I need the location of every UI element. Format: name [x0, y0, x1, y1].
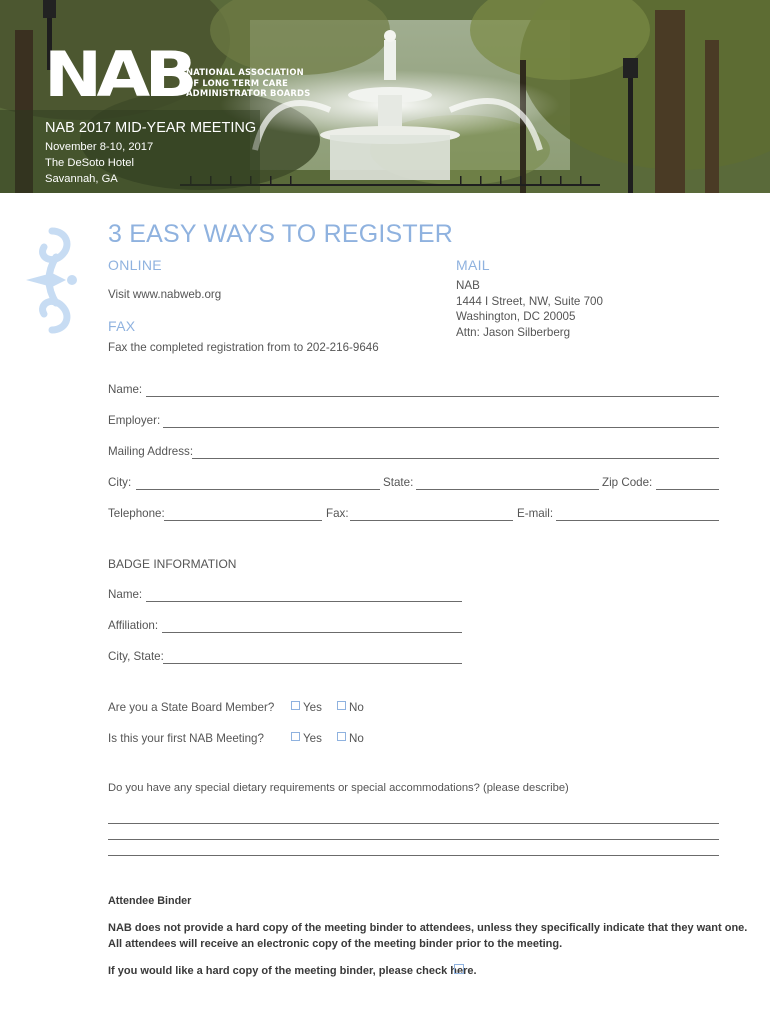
binder-hard-copy-checkbox[interactable] — [454, 964, 464, 974]
meeting-dates: November 8-10, 2017 — [45, 141, 154, 153]
no-label: No — [349, 732, 364, 745]
mailing-address-field[interactable] — [192, 458, 719, 459]
mail-line: NAB — [456, 279, 480, 292]
first-meeting-no-checkbox[interactable] — [337, 732, 346, 741]
affiliation-field[interactable] — [162, 632, 462, 633]
badge-name-label: Name: — [108, 588, 143, 601]
badge-name-field[interactable] — [146, 601, 462, 602]
badge-heading: BADGE INFORMATION — [108, 557, 237, 571]
meeting-city: Savannah, GA — [45, 173, 118, 185]
yes-label: Yes — [303, 732, 322, 745]
binder-text-2: All attendees will receive an electronic copy of the meeting binder prior to the meeting. — [108, 938, 563, 950]
city-state-field[interactable] — [163, 663, 462, 664]
state-field[interactable] — [416, 489, 599, 490]
dietary-question: Do you have any special dietary requirements or special accommodations? (please describe) — [108, 782, 569, 794]
name-label: Name: — [108, 383, 143, 396]
fax-text: Fax the completed registration from to 202-216-9646 — [108, 341, 379, 354]
online-text: Visit www.nabweb.org — [108, 288, 222, 301]
mail-line: Washington, DC 20005 — [456, 310, 576, 323]
register-heading: 3 EASY WAYS TO REGISTER — [108, 220, 453, 248]
binder-request-text: If you would like a hard copy of the meeting binder, please check here. — [108, 965, 477, 977]
affiliation-label: Affiliation: — [108, 619, 159, 632]
online-heading: ONLINE — [108, 257, 162, 273]
zip-code-label: Zip Code: — [602, 476, 653, 489]
binder-heading: Attendee Binder — [108, 895, 192, 907]
mailing-address-label: Mailing Address: — [108, 445, 194, 458]
email-label: E-mail: — [517, 507, 554, 520]
email-field[interactable] — [556, 520, 719, 521]
first-meeting-yes-checkbox[interactable] — [291, 732, 300, 741]
yes-label: Yes — [303, 701, 322, 714]
state-board-no-checkbox[interactable] — [337, 701, 346, 710]
meeting-details — [45, 139, 153, 187]
header-photo — [0, 0, 770, 193]
mail-line: Attn: Jason Silberberg — [456, 325, 571, 339]
dietary-answer-line-2[interactable] — [108, 839, 719, 840]
meeting-venue: The DeSoto Hotel — [45, 157, 134, 169]
fax-field[interactable] — [350, 520, 513, 521]
city-label: City: — [108, 476, 132, 489]
fax-heading: FAX — [108, 318, 136, 334]
logo-organization-name — [186, 67, 310, 99]
binder-text-1: NAB does not provide a hard copy of the meeting binder to attendees, unless they specifically indicate that they want one. — [108, 922, 748, 934]
name-field[interactable] — [146, 396, 719, 397]
dietary-answer-line-3[interactable] — [108, 855, 719, 856]
fleur-de-lis-icon — [22, 223, 78, 338]
city-field[interactable] — [136, 489, 380, 490]
zip-code-field[interactable] — [656, 489, 719, 490]
employer-label: Employer: — [108, 414, 161, 427]
logo-line: ADMINISTRATOR BOARDS — [186, 88, 311, 98]
state-board-yes-checkbox[interactable] — [291, 701, 300, 710]
meeting-title: NAB 2017 MID-YEAR MEETING — [45, 120, 257, 136]
mail-line: 1444 I Street, NW, Suite 700 — [456, 294, 603, 308]
logo-line: OF LONG TERM CARE — [186, 77, 289, 88]
city-state-label: City, State: — [108, 650, 164, 663]
state-board-question: Are you a State Board Member? — [108, 701, 275, 714]
mail-heading: MAIL — [456, 257, 490, 273]
telephone-field[interactable] — [164, 520, 322, 521]
logo-line: NATIONAL ASSOCIATION — [186, 67, 304, 77]
mail-address — [456, 278, 603, 340]
fax-label: Fax: — [326, 507, 349, 520]
dietary-answer-line-1[interactable] — [108, 823, 719, 824]
no-label: No — [349, 701, 364, 714]
state-label: State: — [383, 476, 414, 489]
telephone-label: Telephone: — [108, 507, 165, 520]
employer-field[interactable] — [163, 427, 719, 428]
first-meeting-question: Is this your first NAB Meeting? — [108, 732, 264, 745]
nab-logo: NAB — [44, 38, 192, 111]
